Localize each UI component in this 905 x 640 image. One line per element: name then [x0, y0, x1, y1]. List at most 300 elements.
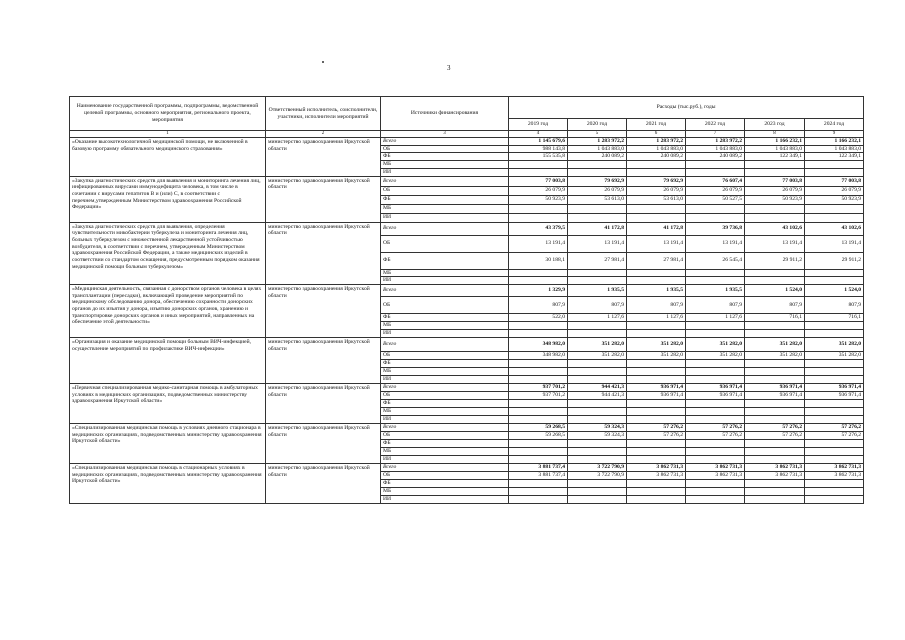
expense-value [509, 407, 568, 415]
expense-value [805, 479, 864, 487]
expense-value [509, 495, 568, 503]
header-year: 2024 год [805, 119, 864, 131]
expense-value [627, 359, 686, 367]
expense-value [686, 329, 745, 337]
expense-value [805, 277, 864, 285]
funding-source: ОБ [381, 391, 509, 399]
funding-source: ИИ [381, 168, 509, 176]
column-index: 7 [686, 131, 745, 138]
expense-value [805, 415, 864, 423]
measure-name: «Закупка диагностических средств для выявления, определения чувствительности микобактерии туберкулеза и мониторинга лечения лиц, больных туберкулезом с множественной лекарственной устойчивостью возбудителя, в соответствии с перечнем, утвержденным Министерством здравоохранения Российской Федерации, а также медицинских изделий в соответствии со стандартом оснащения, предусмотренным порядком оказания медицинской помощи больным туберкулезом» [70, 222, 266, 284]
expense-value [509, 415, 568, 423]
expense-value: 1 166 232,1 [745, 138, 805, 146]
expense-value: 53 613,0 [568, 195, 627, 204]
expense-value: 122 349,1 [745, 153, 805, 161]
expense-value: 240 089,2 [568, 153, 627, 161]
funding-source: ИИ [381, 455, 509, 463]
measure-name: «Оказание высокотехнологичной медицинской помощи, не включенной в базовую программу обязательного медицинского страхования» [70, 138, 266, 177]
header-year: 2021 год [627, 119, 686, 131]
expense-value: 53 613,0 [627, 195, 686, 204]
funding-source: ФБ [381, 313, 509, 321]
header-expenses: Расходы (тыс.руб.), годы [509, 97, 864, 119]
expense-value [627, 415, 686, 423]
funding-source: ФБ [381, 479, 509, 487]
funding-source: Всего [381, 337, 509, 351]
expense-value [745, 439, 805, 447]
expense-value: 351 282,0 [805, 337, 864, 351]
measure-name: «Специализированная медицинская помощь в условиях дневного стационара в медицинских организациях, подведомственных министерству здравоохранения Иркутской области» [70, 423, 266, 463]
expense-value [627, 213, 686, 222]
expense-value: 351 282,0 [686, 351, 745, 359]
expense-value [686, 375, 745, 383]
expense-value: 59 324,3 [568, 431, 627, 439]
expense-value: 1 127,6 [686, 313, 745, 321]
expense-value: 3 862 731,3 [686, 471, 745, 479]
expense-value: 3 862 731,3 [627, 463, 686, 471]
expense-value: 522,0 [509, 313, 568, 321]
expense-value: 807,9 [805, 296, 864, 313]
expense-value: 944 421,3 [568, 383, 627, 391]
expense-value [627, 447, 686, 455]
expense-value [568, 399, 627, 407]
expense-value [509, 277, 568, 285]
expense-value: 57 276,2 [805, 423, 864, 431]
funding-source: ИИ [381, 277, 509, 285]
expense-value: 348 982,0 [509, 337, 568, 351]
expense-value [686, 439, 745, 447]
expense-value [568, 269, 627, 277]
expense-value [686, 495, 745, 503]
funding-source: ОБ [381, 431, 509, 439]
expense-value [568, 495, 627, 503]
expense-value [627, 399, 686, 407]
header-year: 2023 год [745, 119, 805, 131]
expense-value [805, 487, 864, 495]
expense-value: 50 923,9 [509, 195, 568, 204]
expense-value [568, 329, 627, 337]
expense-value: 57 276,2 [745, 423, 805, 431]
expense-value [509, 455, 568, 463]
expense-value: 1 043 883,0 [686, 145, 745, 153]
funding-source: Всего [381, 383, 509, 391]
table-body [70, 138, 864, 504]
expense-value: 43 379,5 [509, 222, 568, 235]
measure-name: «Первичная специализированная медико-санитарная помощь в амбулаторных условиях в медицинских организациях, подведомственных министерству здравоохранения Иркутской области» [70, 383, 266, 423]
expense-value: 27 981,4 [568, 252, 627, 269]
expense-value: 43 102,6 [745, 222, 805, 235]
expense-value [509, 269, 568, 277]
measure-executor: министерство здравоохранения Иркутской области [266, 176, 381, 222]
expense-value [568, 213, 627, 222]
expense-value [568, 479, 627, 487]
expense-value [627, 367, 686, 375]
expense-value [805, 204, 864, 213]
expense-value: 77 003,8 [805, 176, 864, 186]
expense-value: 77 003,8 [745, 176, 805, 186]
expense-value: 79 692,9 [627, 176, 686, 186]
expense-value [745, 213, 805, 222]
expense-value: 59 268,5 [509, 431, 568, 439]
measure-name: «Организация и оказание медицинской помощи больным ВИЧ-инфекцией, осуществление мероприятий по профилактике ВИЧ-инфекции» [70, 337, 266, 383]
expense-value: 351 282,0 [686, 337, 745, 351]
expense-value: 1 043 883,0 [805, 145, 864, 153]
expense-value: 76 607,4 [686, 176, 745, 186]
expense-value: 936 971,4 [805, 391, 864, 399]
expense-value [627, 161, 686, 169]
expense-value [509, 375, 568, 383]
expense-value: 50 527,5 [686, 195, 745, 204]
expense-value [509, 399, 568, 407]
expense-value: 26 079,9 [745, 186, 805, 195]
expense-value [745, 455, 805, 463]
expense-value [568, 359, 627, 367]
expense-value: 1 145 679,6 [509, 138, 568, 146]
table-row [70, 463, 864, 471]
funding-source: ОБ [381, 235, 509, 252]
measure-executor: министерство здравоохранения Иркутской области [266, 423, 381, 463]
expense-value [568, 204, 627, 213]
expense-value: 936 971,4 [686, 391, 745, 399]
table-row [70, 383, 864, 391]
expense-value [745, 321, 805, 329]
expense-value: 26 079,9 [568, 186, 627, 195]
expense-value: 937 701,2 [509, 383, 568, 391]
measure-executor: министерство здравоохранения Иркутской области [266, 138, 381, 177]
funding-source: Всего [381, 423, 509, 431]
expense-value [805, 407, 864, 415]
expense-value: 30 188,1 [509, 252, 568, 269]
expense-value [745, 161, 805, 169]
expense-value [568, 455, 627, 463]
column-index: 2 [266, 131, 381, 138]
expense-value: 936 971,4 [745, 383, 805, 391]
expense-value [686, 321, 745, 329]
funding-source: МБ [381, 204, 509, 213]
column-index: 5 [568, 131, 627, 138]
measure-executor: министерство здравоохранения Иркутской области [266, 337, 381, 383]
funding-source: МБ [381, 269, 509, 277]
expense-value: 1 935,5 [627, 284, 686, 296]
expense-value: 240 089,2 [627, 153, 686, 161]
expense-value [686, 399, 745, 407]
expense-value: 1 524,0 [805, 284, 864, 296]
column-index: 1 [70, 131, 266, 138]
funding-source: МБ [381, 161, 509, 169]
expense-value: 988 143,8 [509, 145, 568, 153]
expense-value [745, 269, 805, 277]
expense-value: 3 862 731,3 [627, 471, 686, 479]
expense-value: 57 276,2 [627, 431, 686, 439]
funding-source: МБ [381, 321, 509, 329]
funding-source: ОБ [381, 351, 509, 359]
expense-value [805, 269, 864, 277]
expense-value [627, 479, 686, 487]
expense-value: 26 079,9 [509, 186, 568, 195]
header-name: Наименование государственной программы, подпрограммы, ведомственной целевой программы, основного мероприятия, регионального проекта, мероприятия [70, 97, 266, 131]
expense-value: 807,9 [627, 296, 686, 313]
funding-source: ИИ [381, 375, 509, 383]
expense-value: 351 282,0 [568, 351, 627, 359]
expense-value: 29 911,2 [745, 252, 805, 269]
expense-value: 3 722 790,9 [568, 463, 627, 471]
table-row [70, 222, 864, 235]
expense-value [805, 399, 864, 407]
expense-value [745, 367, 805, 375]
expense-value [627, 487, 686, 495]
funding-source: МБ [381, 367, 509, 375]
expense-value: 3 862 731,3 [805, 471, 864, 479]
expense-value [509, 447, 568, 455]
table-row [70, 284, 864, 296]
expense-value [627, 277, 686, 285]
expense-value [686, 367, 745, 375]
expense-value [686, 455, 745, 463]
funding-source: ФБ [381, 195, 509, 204]
expense-value [686, 269, 745, 277]
expense-value [805, 495, 864, 503]
expense-value [745, 479, 805, 487]
expense-value [686, 447, 745, 455]
expense-value [745, 359, 805, 367]
expense-value [805, 213, 864, 222]
funding-source: ИИ [381, 213, 509, 222]
expense-value [627, 439, 686, 447]
expense-value [568, 439, 627, 447]
expense-value: 13 191,4 [805, 235, 864, 252]
scan-speck [322, 61, 324, 63]
expense-value [686, 213, 745, 222]
expense-value: 13 191,4 [509, 235, 568, 252]
expense-value [686, 479, 745, 487]
expense-value: 936 971,4 [627, 383, 686, 391]
expense-value [805, 455, 864, 463]
expense-value [568, 415, 627, 423]
expense-value: 57 276,2 [805, 431, 864, 439]
funding-source: ОБ [381, 296, 509, 313]
expense-value: 351 282,0 [805, 351, 864, 359]
expense-value [805, 329, 864, 337]
expense-value: 1 935,5 [686, 284, 745, 296]
funding-source: Всего [381, 463, 509, 471]
expense-value [568, 161, 627, 169]
expense-value [686, 161, 745, 169]
funding-source: Всего [381, 222, 509, 235]
header-year: 2020 год [568, 119, 627, 131]
expense-value [805, 439, 864, 447]
expense-value [805, 375, 864, 383]
expense-value: 122 349,1 [805, 153, 864, 161]
expense-value [509, 168, 568, 176]
measure-executor: министерство здравоохранения Иркутской области [266, 463, 381, 503]
expense-value: 13 191,4 [568, 235, 627, 252]
expense-value: 3 862 731,3 [686, 463, 745, 471]
funding-source: ИИ [381, 329, 509, 337]
expense-value [686, 359, 745, 367]
expense-value [686, 204, 745, 213]
expense-value [509, 439, 568, 447]
funding-source: ФБ [381, 359, 509, 367]
expense-value: 3 881 737,4 [509, 463, 568, 471]
measure-executor: министерство здравоохранения Иркутской области [266, 284, 381, 337]
expense-value: 39 736,8 [686, 222, 745, 235]
expense-value [745, 487, 805, 495]
expense-value: 57 276,2 [686, 423, 745, 431]
expense-value [568, 277, 627, 285]
expense-value [509, 204, 568, 213]
expense-value: 351 282,0 [568, 337, 627, 351]
header-executor: Ответственный исполнитель, соисполнители, участники, исполнители мероприятий [266, 97, 381, 131]
expense-value: 1 043 883,0 [745, 145, 805, 153]
expense-value [509, 329, 568, 337]
expense-value [568, 321, 627, 329]
column-index: 9 [805, 131, 864, 138]
table-row [70, 176, 864, 186]
expense-value [686, 277, 745, 285]
expense-value: 807,9 [686, 296, 745, 313]
expense-value: 3 862 731,3 [745, 463, 805, 471]
expense-value: 1 524,0 [745, 284, 805, 296]
expense-value [805, 161, 864, 169]
measure-name: «Закупка диагностических средств для выявления и мониторинга лечения лиц, инфицированных вирусами иммунодефицита человека, в том числе в сочетании с вирусами гепатитов В и (или) С, в соответствии с перечнем,утвержденным Министерством здравоохранения Российской Федерации» [70, 176, 266, 222]
expense-value [509, 367, 568, 375]
expense-value: 1 127,6 [568, 313, 627, 321]
header-year: 2022 год [686, 119, 745, 131]
expense-value [745, 415, 805, 423]
expense-value [686, 168, 745, 176]
measure-executor: министерство здравоохранения Иркутской области [266, 222, 381, 284]
expense-value [627, 455, 686, 463]
measure-name: «Медицинская деятельность, связанная с донорством органов человека в целях трансплантации (пересадки), включающей проведение мероприятий по медицинскому обследованию донора, обеспечению сохранности донорских органов до их изъятия у донора, изъятию донорских органов, хранению и транспортировке донорских органов и иных мероприятий, направленных на обеспечение этой деятельности» [70, 284, 266, 337]
expense-value [509, 479, 568, 487]
expense-value [509, 359, 568, 367]
expense-value: 29 911,2 [805, 252, 864, 269]
expense-value: 26 545,4 [686, 252, 745, 269]
expense-value: 348 982,0 [509, 351, 568, 359]
column-index: 3 [381, 131, 509, 138]
expense-value: 351 282,0 [745, 337, 805, 351]
expense-value: 240 089,2 [686, 153, 745, 161]
funding-source: МБ [381, 407, 509, 415]
funding-source: МБ [381, 447, 509, 455]
expense-value [509, 213, 568, 222]
funding-source: ФБ [381, 153, 509, 161]
expense-value [509, 321, 568, 329]
funding-source: МБ [381, 487, 509, 495]
expense-value: 59 268,5 [509, 423, 568, 431]
expense-value: 50 923,9 [805, 195, 864, 204]
expense-value: 1 283 972,2 [686, 138, 745, 146]
expense-value: 3 862 731,3 [805, 463, 864, 471]
expense-value: 57 276,2 [627, 423, 686, 431]
funding-source: ОБ [381, 471, 509, 479]
expense-value [745, 407, 805, 415]
header-source: Источники финансирования [381, 97, 509, 131]
expense-value: 57 276,2 [745, 431, 805, 439]
expense-value: 13 191,4 [686, 235, 745, 252]
expense-value: 57 276,2 [686, 431, 745, 439]
expense-value [568, 407, 627, 415]
expense-value: 936 971,4 [686, 383, 745, 391]
expense-value: 79 692,9 [568, 176, 627, 186]
expense-value [745, 329, 805, 337]
expense-value: 3 881 737,4 [509, 471, 568, 479]
expense-value [627, 407, 686, 415]
funding-source: Всего [381, 138, 509, 146]
expense-value [509, 487, 568, 495]
expense-value: 936 971,4 [627, 391, 686, 399]
table-row [70, 138, 864, 146]
expense-value [805, 168, 864, 176]
measure-executor: министерство здравоохранения Иркутской области [266, 383, 381, 423]
expense-value [568, 375, 627, 383]
expense-value [805, 367, 864, 375]
expense-value [509, 161, 568, 169]
expense-value [627, 375, 686, 383]
expense-value [568, 447, 627, 455]
expense-value: 26 079,9 [627, 186, 686, 195]
table-row [70, 423, 864, 431]
funding-source: ОБ [381, 145, 509, 153]
funding-source: ИИ [381, 495, 509, 503]
expense-value [745, 277, 805, 285]
expense-value [745, 495, 805, 503]
budget-table [69, 96, 864, 504]
expense-value: 936 971,4 [745, 391, 805, 399]
expense-value: 59 324,3 [568, 423, 627, 431]
expense-value: 351 282,0 [627, 351, 686, 359]
expense-value [627, 321, 686, 329]
expense-value: 1 283 972,2 [627, 138, 686, 146]
expense-value: 3 722 790,9 [568, 471, 627, 479]
expense-value: 1 935,5 [568, 284, 627, 296]
funding-source: ФБ [381, 439, 509, 447]
expense-value [627, 329, 686, 337]
funding-source: Всего [381, 284, 509, 296]
expense-value: 807,9 [509, 296, 568, 313]
expense-value: 26 079,9 [805, 186, 864, 195]
funding-source: ФБ [381, 252, 509, 269]
expense-value [627, 168, 686, 176]
funding-source: Всего [381, 176, 509, 186]
header-year: 2019 год [509, 119, 568, 131]
expense-value: 937 701,2 [509, 391, 568, 399]
column-index: 8 [745, 131, 805, 138]
expense-value [745, 447, 805, 455]
expense-value: 77 003,8 [509, 176, 568, 186]
expense-value [805, 359, 864, 367]
expense-value [686, 487, 745, 495]
expense-value: 716,1 [805, 313, 864, 321]
expense-value: 944 421,3 [568, 391, 627, 399]
expense-value [745, 204, 805, 213]
expense-value: 26 079,9 [686, 186, 745, 195]
expense-value: 27 981,4 [627, 252, 686, 269]
expense-value: 1 043 883,0 [627, 145, 686, 153]
funding-source: ОБ [381, 186, 509, 195]
expense-value [745, 168, 805, 176]
expense-value: 155 535,8 [509, 153, 568, 161]
expense-value [805, 321, 864, 329]
expense-value: 1 283 972,2 [568, 138, 627, 146]
expense-value [805, 447, 864, 455]
expense-value: 43 102,6 [805, 222, 864, 235]
expense-value [627, 495, 686, 503]
page-number: 3 [447, 64, 451, 72]
expense-value: 716,1 [745, 313, 805, 321]
expense-value [568, 367, 627, 375]
expense-value: 41 172,8 [627, 222, 686, 235]
expense-value [568, 487, 627, 495]
